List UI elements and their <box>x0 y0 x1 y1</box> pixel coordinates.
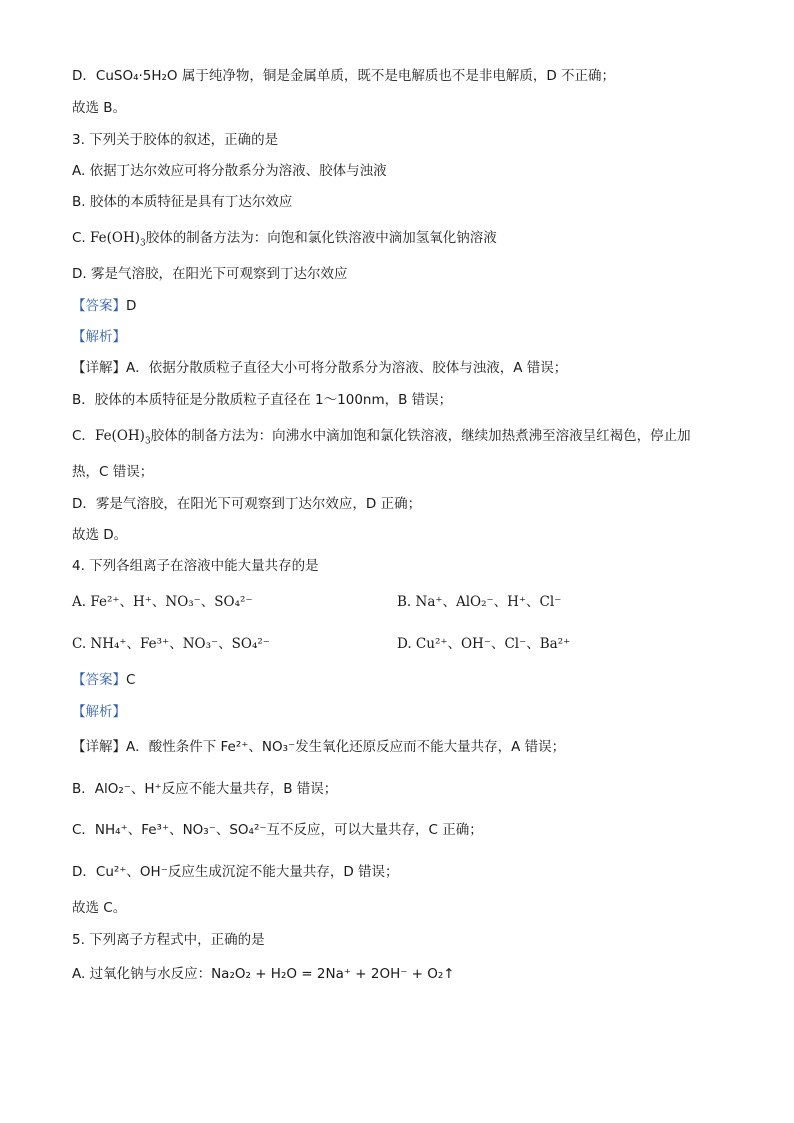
detail-tag: 【详解】 <box>72 739 126 755</box>
answer-tag: 【答案】 <box>72 672 126 688</box>
option-row <box>72 634 754 654</box>
chemical-formula: Fe(OH) <box>90 230 141 246</box>
conclusion-line: 故选 D。 <box>72 527 128 543</box>
option-b: B. Na⁺、AlO₂⁻、H⁺、Cl⁻ <box>397 594 562 610</box>
detail-label: C． <box>72 428 95 444</box>
answer-value: D <box>126 298 137 314</box>
option-text: 胶体的制备方法为：向饱和氯化铁溶液中滴加氢氧化钠溶液 <box>145 230 497 246</box>
text-line: 故选 B。 <box>72 100 127 116</box>
question-stem: 3. 下列关于胶体的叙述，正确的是 <box>72 132 279 148</box>
option-c <box>72 228 754 248</box>
detail-text: A．依据分散质粒子直径大小可将分散系分为溶液、胶体与浊液，A 错误； <box>126 360 568 376</box>
option-b: B. 胶体的本质特征是具有丁达尔效应 <box>72 194 293 210</box>
detail-line: C．NH₄⁺、Fe³⁺、NO₃⁻、SO₄²⁻互不反应，可以大量共存，C 正确； <box>72 822 483 838</box>
option-a: A. 过氧化钠与水反应：Na₂O₂ + H₂O = 2Na⁺ + 2OH⁻ + O₂↑ <box>72 966 455 982</box>
detail-line: B．AlO₂⁻、H⁺反应不能大量共存，B 错误； <box>72 781 338 797</box>
analysis-tag: 【解析】 <box>72 329 126 345</box>
detail-tag: 【详解】 <box>72 360 126 376</box>
analysis-line <box>72 327 754 347</box>
chemical-formula: Fe(OH) <box>94 428 145 444</box>
option-d: D. 雾是气溶胶，在阳光下可观察到丁达尔效应 <box>72 266 348 282</box>
question-stem: 5. 下列离子方程式中，正确的是 <box>72 932 265 948</box>
detail-line: D．雾是气溶胶，在阳光下可观察到丁达尔效应，D 正确； <box>72 496 422 512</box>
answer-tag: 【答案】 <box>72 298 126 314</box>
analysis-tag: 【解析】 <box>72 704 126 720</box>
option-a: A. Fe²⁺、H⁺、NO₃⁻、SO₄²⁻ <box>72 594 253 610</box>
conclusion-line: 故选 C。 <box>72 900 127 916</box>
option-c: C. NH₄⁺、Fe³⁺、NO₃⁻、SO₄²⁻ <box>72 636 270 652</box>
detail-line: B．胶体的本质特征是分散质粒子直径在 1～100nm，B 错误； <box>72 392 453 408</box>
text-line: D．CuSO₄·5H₂O 属于纯净物，铜是金属单质，既不是电解质也不是非电解质，D 不正确； <box>72 68 616 84</box>
option-row <box>72 592 754 612</box>
detail-text: 胶体的制备方法为：向沸水中滴加饱和氯化铁溶液，继续加热煮沸至溶液呈红褐色，停止加 <box>150 428 691 444</box>
question-stem: 4. 下列各组离子在溶液中能大量共存的是 <box>72 558 319 574</box>
option-label: C. <box>72 230 91 246</box>
answer-line <box>72 670 754 690</box>
detail-text: A．酸性条件下 Fe²⁺、NO₃⁻发生氧化还原反应而不能大量共存，A 错误； <box>126 739 566 755</box>
answer-line <box>72 296 754 316</box>
formula-subscript: 3 <box>144 436 151 447</box>
option-d: D. Cu²⁺、OH⁻、Cl⁻、Ba²⁺ <box>397 636 571 652</box>
detail-line <box>72 426 754 446</box>
detail-line: D．Cu²⁺、OH⁻反应生成沉淀不能大量共存，D 错误； <box>72 864 399 880</box>
detail-line <box>72 358 754 378</box>
detail-line <box>72 737 754 757</box>
analysis-line <box>72 702 754 722</box>
formula-subscript: 3 <box>140 238 146 249</box>
answer-value: C <box>126 672 136 688</box>
option-a: A. 依据丁达尔效应可将分散系分为溶液、胶体与浊液 <box>72 163 387 179</box>
detail-line: 热，C 错误； <box>72 464 154 480</box>
